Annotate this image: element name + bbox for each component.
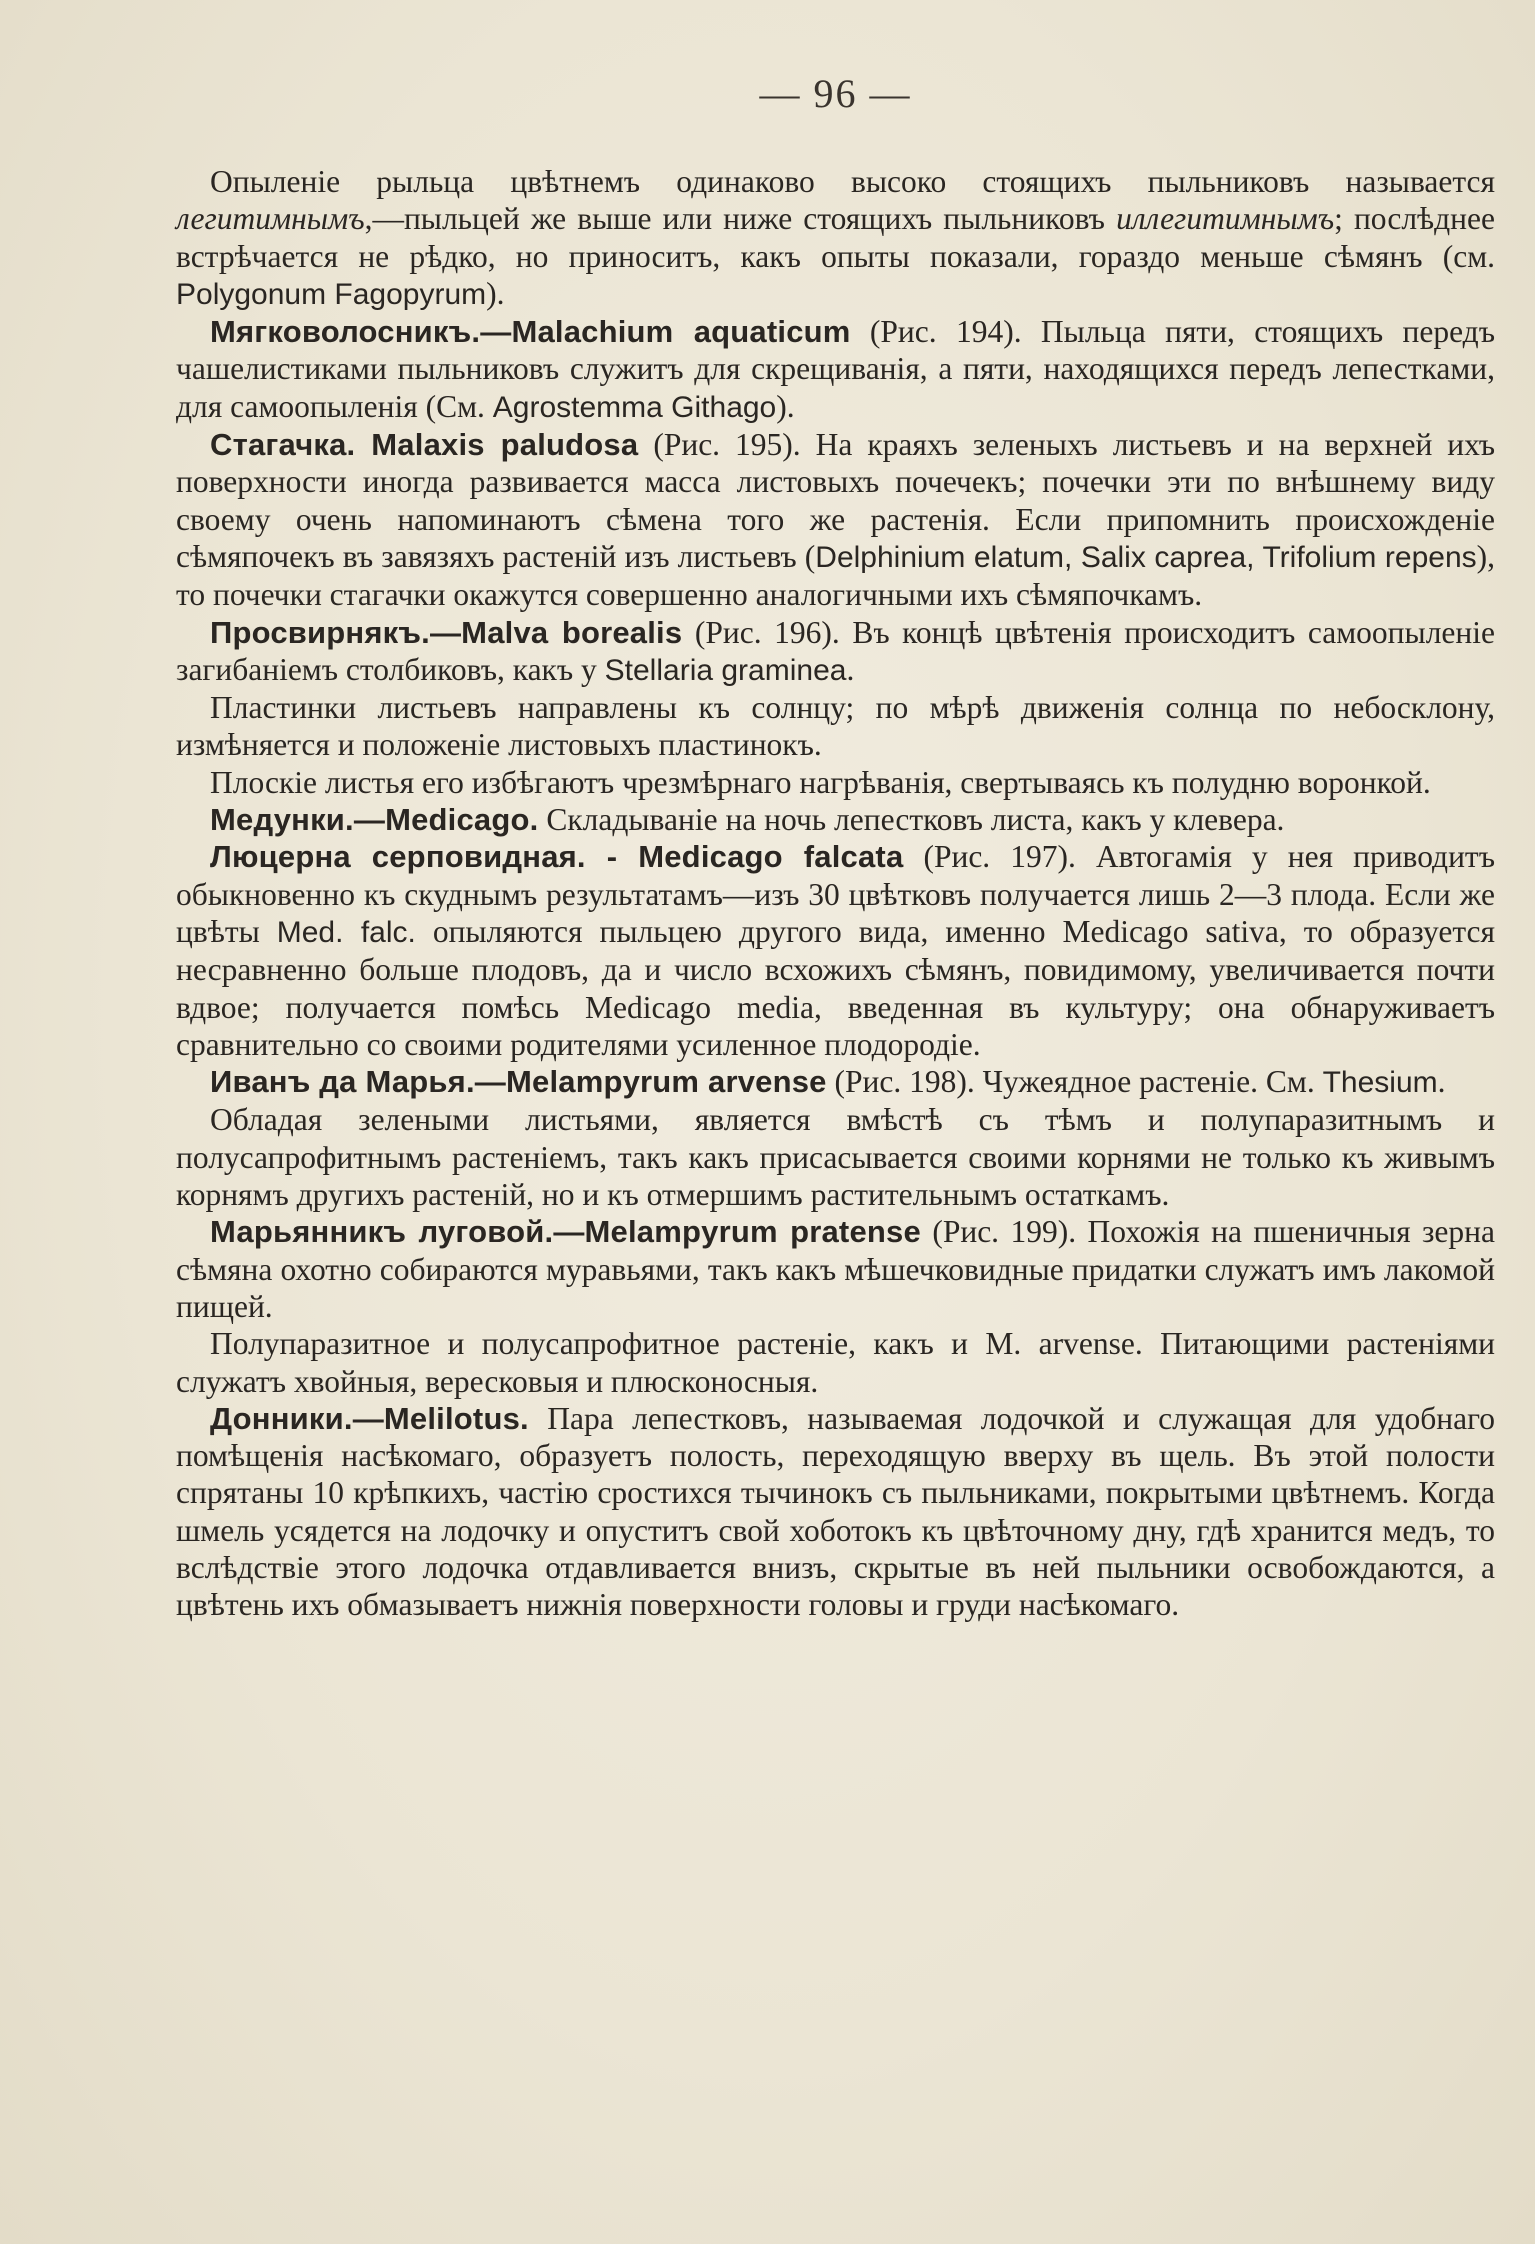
entry-melilotus	[176, 1400, 1495, 1624]
entry-medicago	[176, 801, 1495, 838]
entry-text: (Рис. 197). Автогамія у нея приводитъ обыкновенно къ скуднымъ результатамъ—изъ 30 цвѣтковъ получается лишь 2—3 плода. Если же цвѣты	[176, 839, 1495, 949]
intro-text: ; послѣднее встрѣчается не рѣдко, но приноситъ, какъ опыты показали, гораздо меньше сѣмянъ (см.	[176, 201, 1495, 274]
entry-continuation: Пластинки листьевъ направлены къ солнцу; по мѣрѣ движенія солнца по небосклону, измѣняется и положеніе листовыхъ пластинокъ.	[176, 690, 1495, 763]
entry-text: Пара лепестковъ, называемая лодочкой и служащая для удобнаго помѣщенія насѣкомаго, образуетъ полость, переходящую вверху въ щель. Въ этой полости спрятаны 10 крѣпкихъ, частію сростихся тычинокъ съ пыльниками, покрытыми цвѣтнемъ. Когда шмель усядется на лодочку и опуститъ свой хоботокъ къ цвѣточному дну, гдѣ хранится медъ, то вслѣдствіе этого лодочка отдавливается внизъ, скрытые въ ней пыльники освобождаются, а цвѣтень ихъ обмазываетъ нижнія поверхности головы и груди насѣкомаго.	[176, 1400, 1495, 1623]
entry-text: Складываніе на ночь лепестковъ листа, какъ у клевера.	[538, 802, 1285, 838]
latin-name: Polygonum Fagopyrum	[176, 277, 487, 311]
entry-heading: Иванъ да Марья.—Melampyrum arvense	[210, 1064, 827, 1100]
intro-text: ).	[486, 275, 505, 311]
entry-continuation: Обладая зелеными листьями, является вмѣстѣ съ тѣмъ и полупаразитнымъ и полусапрофитнымъ растеніемъ, такъ какъ присасывается своими корнями не только къ живымъ корнямъ другихъ растеній, но и къ отмершимъ растительнымъ остаткамъ.	[176, 1102, 1495, 1213]
entry-continuation: Полупаразитное и полусапрофитное растеніе, какъ и M. arvense. Питающими растеніями служатъ хвойныя, вересковыя и плюсконосныя.	[176, 1326, 1495, 1399]
entry-text: (Рис. 199). Похожія на пшеничныя зерна сѣмяна охотно собираются муравьями, такъ какъ мѣшечковидные придатки служатъ имъ лакомой пищей.	[176, 1214, 1495, 1324]
entry-text: (Рис. 195). На краяхъ зеленыхъ листьевъ и на верхней ихъ поверхности иногда развивается масса листовыхъ почечекъ; почечки эти по внѣшнему виду своему очень напоминаютъ сѣмена того же растенія. Если припомнить происхожденіе сѣмяпочекъ въ завязяхъ растеній изъ листьевъ (	[176, 427, 1495, 574]
entry-text: .	[846, 651, 855, 687]
entry-heading: Мягковолосникъ.—Malachium aquaticum	[210, 314, 851, 350]
entry-malachium	[176, 313, 1495, 426]
entry-medicago-falcata	[176, 838, 1495, 1063]
intro-text: Опыленіе рыльца цвѣтнемъ одинаково высоко стоящихъ пыльниковъ называется	[210, 164, 1495, 199]
entry-heading: Стагачка. Malaxis paludosa	[210, 427, 639, 463]
term-legitimate: легитимнымъ	[176, 201, 365, 237]
entry-malaxis	[176, 426, 1495, 613]
latin-name: Stellaria graminea	[604, 653, 847, 687]
entry-text: (Рис. 196). Въ концѣ цвѣтенія происходитъ самоопыленіе загибаніемъ столбиковъ, какъ у	[176, 614, 1495, 687]
entry-text: ).	[776, 388, 795, 424]
entry-heading: Медунки.—Medicago.	[210, 802, 539, 838]
entry-text: опыляются пыльцею другого вида, именно Medicago sativa, то образуется несравненно больше плодовъ, да и число всхожихъ сѣмянъ, повидимому, увеличивается почти вдвое; получается помѣсь Medicago media, введенная въ культуру; она обнаруживаетъ сравнительно со своими родителями усиленное плодородіе.	[176, 913, 1495, 1062]
entry-text: (Рис. 198). Чужеядное растеніе. См.	[826, 1064, 1323, 1100]
entry-heading: Люцерна серповидная. - Medicago falcata	[210, 839, 904, 875]
entry-heading: Просвирнякъ.—Malva borealis	[210, 614, 683, 650]
entry-text: ), то почечки стагачки окажутся совершенно аналогичными ихъ сѣмяпочкамъ.	[176, 538, 1496, 613]
latin-name: Delphinium elatum, Salix caprea, Trifolium repens	[815, 540, 1477, 574]
entry-heading: Донники.—Melilotus.	[210, 1400, 529, 1436]
entry-heading: Марьянникъ луговой.—Melampyrum pratense	[210, 1214, 921, 1250]
entry-malva	[176, 614, 1495, 690]
page-number: — 96 —	[759, 71, 912, 116]
entry-text: (Рис. 194). Пыльца пяти, стоящихъ передъ чашелистиками пыльниковъ служитъ для скрещиванія, а пяти, находящихся передъ лепестками, для самоопыленія (См.	[176, 314, 1495, 424]
entry-melampyrum-pratense	[176, 1213, 1495, 1325]
latin-name: Agrostemma Githago	[492, 390, 777, 424]
entry-melampyrum-arvense	[176, 1063, 1495, 1101]
latin-name: Med. falc.	[276, 915, 416, 949]
entry-continuation: Плоскіе листья его избѣгаютъ чрезмѣрнаго нагрѣванія, свертываясь къ полудню воронкой.	[210, 764, 1431, 800]
intro-paragraph	[176, 163, 1495, 313]
intro-text: ,—пыльцей же выше или ниже стоящихъ пыльниковъ	[364, 201, 1117, 237]
term-illegitimate: иллегитимнымъ	[1116, 201, 1335, 237]
latin-name: Thesium	[1322, 1066, 1438, 1100]
entry-text: .	[1437, 1064, 1446, 1100]
